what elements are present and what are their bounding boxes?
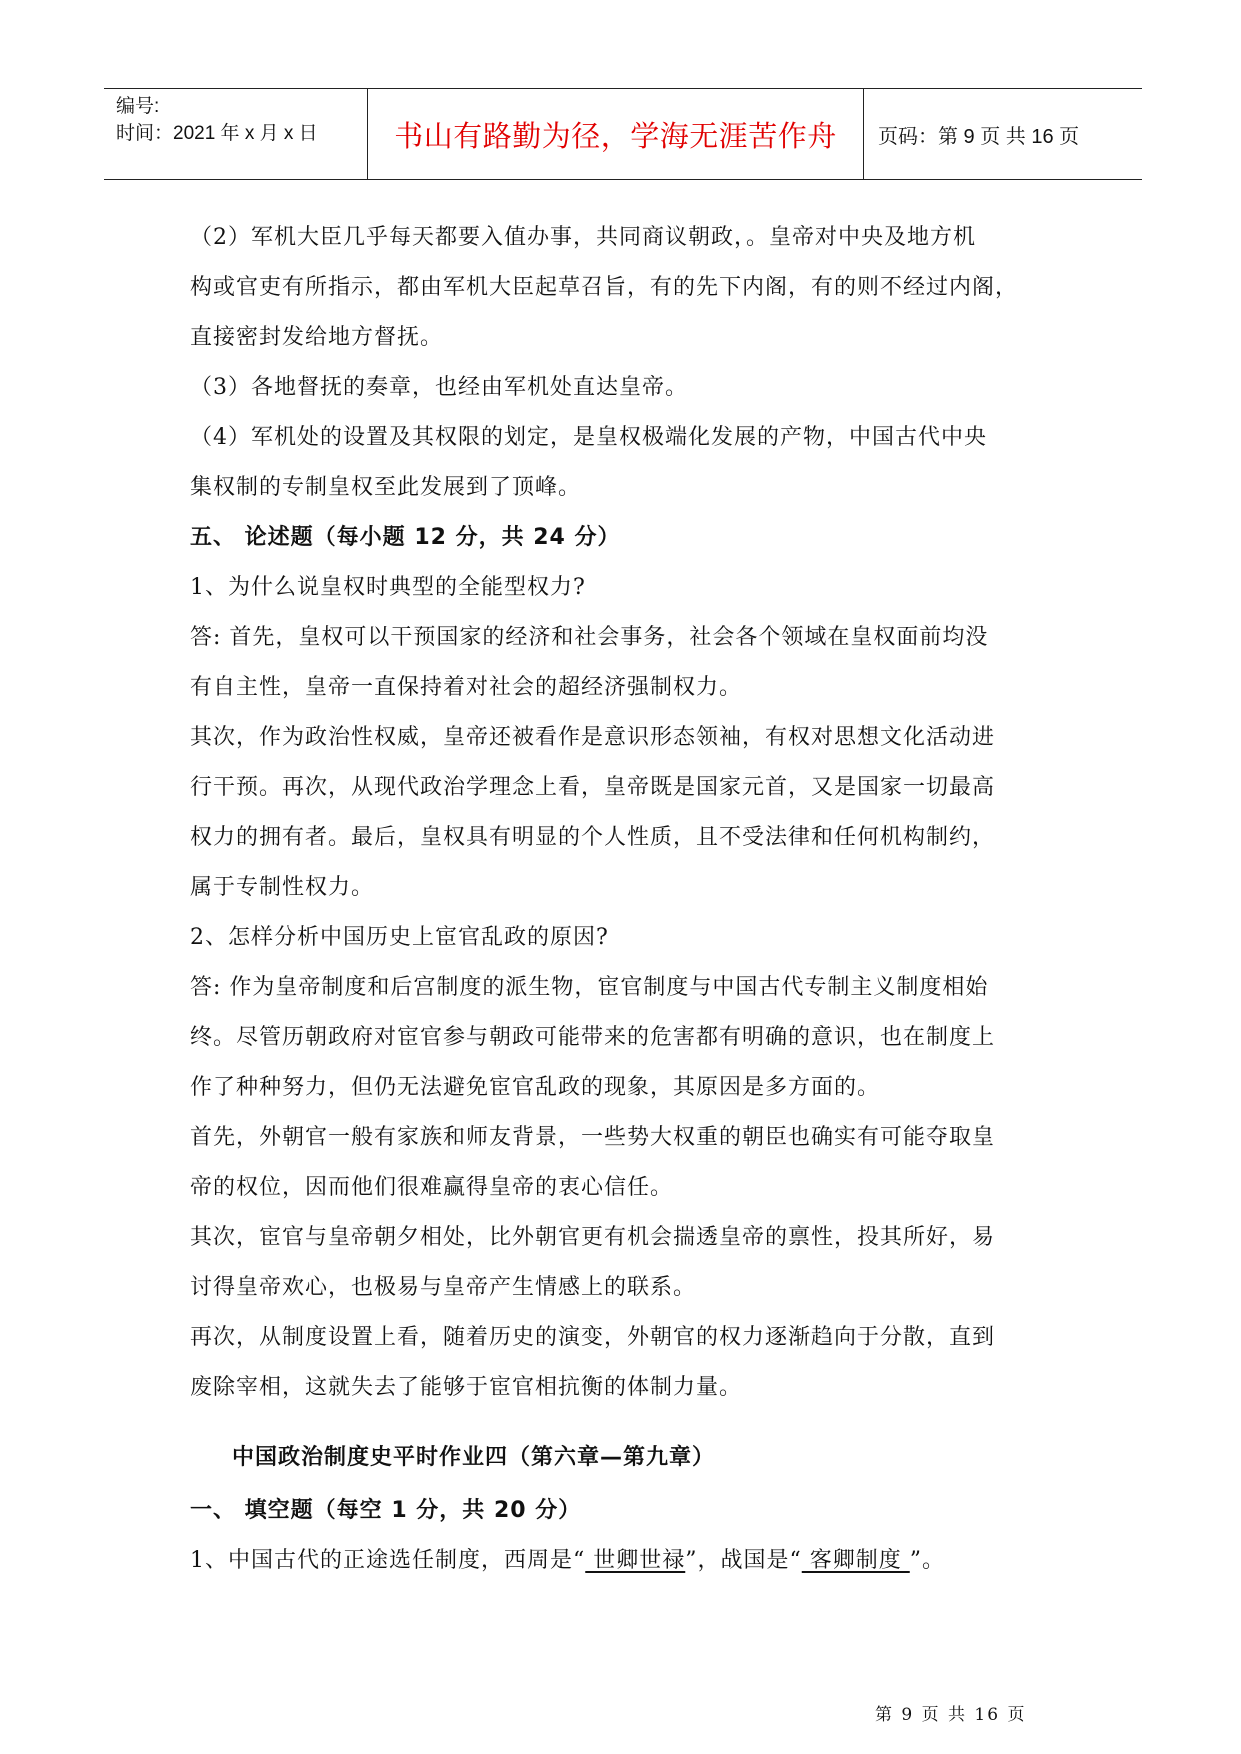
document-body	[190, 213, 1060, 1413]
body-line: （3）各地督抚的奏章，也经由军机处直达皇帝。	[190, 375, 688, 400]
header-motto-cell	[368, 89, 864, 179]
fill-answer-2: 客卿制度	[801, 1548, 910, 1573]
section-heading: 一、 填空题（每空 1 分，共 20 分）	[190, 1498, 582, 1523]
page-code: 页码：第 9 页 共 16 页	[878, 125, 1080, 148]
body-line: 行干预。再次，从现代政治学理念上看，皇帝既是国家元首，又是国家一切最高	[190, 775, 996, 800]
fill-answer-1: 世卿世禄	[585, 1548, 686, 1573]
number-label: 编号:	[116, 96, 160, 117]
body-line: 其次，宦官与皇帝朝夕相处，比外朝官更有机会揣透皇帝的禀性，投其所好，易	[190, 1225, 996, 1250]
header-info-cell	[104, 89, 368, 179]
body-line: 有自主性，皇帝一直保持着对社会的超经济强制权力。	[190, 675, 743, 700]
body-line: 其次，作为政治性权威，皇帝还被看作是意识形态领袖，有权对思想文化活动进	[190, 725, 996, 750]
body-line: 帝的权位，因而他们很难赢得皇帝的衷心信任。	[190, 1175, 674, 1200]
body-line: 讨得皇帝欢心，也极易与皇帝产生情感上的联系。	[190, 1275, 697, 1300]
question-line: 1、为什么说皇权时典型的全能型权力?	[190, 575, 586, 600]
body-line: 废除宰相，这就失去了能够于宦官相抗衡的体制力量。	[190, 1375, 743, 1400]
assignment-title: 中国政治制度史平时作业四（第六章—第九章）	[232, 1445, 716, 1470]
body-line: 首先，外朝官一般有家族和师友背景，一些势大权重的朝臣也确实有可能夺取皇	[190, 1125, 996, 1150]
body-line: （2）军机大臣几乎每天都要入值办事，共同商议朝政，。皇帝对中央及地方机	[190, 225, 976, 250]
fill-question-suffix: ”。	[909, 1548, 945, 1573]
body-line: 属于专制性权力。	[190, 875, 375, 900]
body-line: 权力的拥有者。最后，皇权具有明显的个人性质，且不受法律和任何机构制约，	[190, 825, 996, 850]
body-line: 答: 首先，皇权可以干预国家的经济和社会事务，社会各个领域在皇权面前均没	[190, 625, 989, 650]
section-heading: 五、 论述题（每小题 12 分，共 24 分）	[190, 525, 621, 550]
header-page-cell	[864, 89, 1142, 179]
body-line: 再次，从制度设置上看，随着历史的演变，外朝官的权力逐渐趋向于分散，直到	[190, 1325, 996, 1350]
question-line: 2、怎样分析中国历史上宦官乱政的原因?	[190, 925, 609, 950]
motto-text: 书山有路勤为径，学海无涯苦作舟	[394, 118, 837, 153]
page-footer: 第 9 页 共 16 页	[875, 1705, 1027, 1725]
body-line: 答: 作为皇帝制度和后宫制度的派生物，宦官制度与中国古代专制主义制度相始	[190, 975, 989, 1000]
body-line: 集权制的专制皇权至此发展到了顶峰。	[190, 475, 582, 500]
page-header	[104, 88, 1142, 180]
fill-question	[190, 1543, 945, 1574]
time-label: 时间：2021 年 x 月 x 日	[116, 123, 318, 144]
body-line: 终。尽管历朝政府对宦官参与朝政可能带来的危害都有明确的意识，也在制度上	[190, 1025, 996, 1050]
body-line: 作了种种努力，但仍无法避免宦官乱政的现象，其原因是多方面的。	[190, 1075, 881, 1100]
fill-question-middle: ”，战国是“	[685, 1548, 802, 1573]
body-line: 直接密封发给地方督抚。	[190, 325, 444, 350]
fill-question-prefix: 1、中国古代的正途选任制度，西周是“	[190, 1548, 586, 1573]
body-line: 构或官吏有所指示，都由军机大臣起草召旨，有的先下内阁，有的则不经过内阁，	[190, 275, 1019, 300]
body-line: （4）军机处的设置及其权限的划定，是皇权极端化发展的产物，中国古代中央	[190, 425, 987, 450]
